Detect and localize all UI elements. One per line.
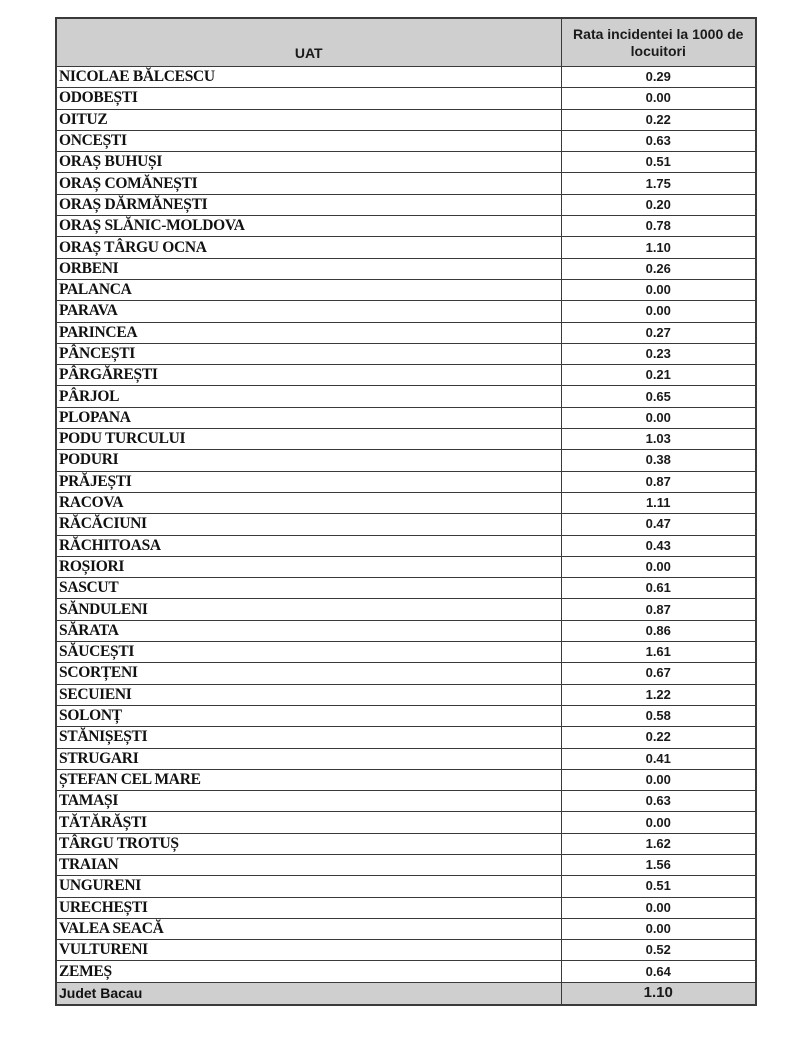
incidence-rate-cell: 1.11: [561, 492, 756, 513]
total-label-cell: Judet Bacau: [56, 982, 561, 1005]
incidence-rate-cell: 1.22: [561, 684, 756, 705]
table-row: [56, 109, 756, 130]
table-row: [56, 620, 756, 641]
incidence-rate-cell: 0.23: [561, 343, 756, 364]
incidence-table-container: [55, 17, 755, 1006]
incidence-rate-cell: 0.51: [561, 152, 756, 173]
table-row: [56, 727, 756, 748]
table-row: [56, 258, 756, 279]
uat-name-cell: TĂTĂRĂȘTI: [56, 812, 561, 833]
table-row: [56, 769, 756, 790]
uat-name-cell: PODU TURCULUI: [56, 429, 561, 450]
incidence-rate-cell: 0.00: [561, 769, 756, 790]
table-row: [56, 173, 756, 194]
incidence-rate-cell: 0.65: [561, 386, 756, 407]
table-row: [56, 301, 756, 322]
incidence-rate-cell: 0.26: [561, 258, 756, 279]
table-row: [56, 599, 756, 620]
table-row: [56, 279, 756, 300]
uat-name-cell: ORAȘ TÂRGU OCNA: [56, 237, 561, 258]
incidence-rate-cell: 0.52: [561, 940, 756, 961]
uat-name-cell: PLOPANA: [56, 407, 561, 428]
incidence-rate-cell: 0.00: [561, 897, 756, 918]
table-row: [56, 386, 756, 407]
table-row: [56, 940, 756, 961]
uat-name-cell: SĂRATA: [56, 620, 561, 641]
uat-name-cell: TAMAȘI: [56, 791, 561, 812]
uat-name-cell: PÂRJOL: [56, 386, 561, 407]
total-row: [56, 982, 756, 1005]
incidence-rate-cell: 0.61: [561, 578, 756, 599]
table-row: [56, 684, 756, 705]
incidence-rate-cell: 0.21: [561, 365, 756, 386]
uat-name-cell: UNGURENI: [56, 876, 561, 897]
column-header-uat: UAT: [56, 18, 561, 67]
incidence-rate-cell: 0.22: [561, 727, 756, 748]
uat-name-cell: ORAȘ SLĂNIC-MOLDOVA: [56, 216, 561, 237]
incidence-rate-table: [55, 17, 757, 1006]
incidence-rate-cell: 0.29: [561, 67, 756, 88]
table-body: [56, 67, 756, 1005]
incidence-rate-cell: 0.63: [561, 791, 756, 812]
uat-name-cell: ȘTEFAN CEL MARE: [56, 769, 561, 790]
table-row: [56, 578, 756, 599]
incidence-rate-cell: 1.56: [561, 854, 756, 875]
total-rate-cell: 1.10: [561, 982, 756, 1005]
table-row: [56, 556, 756, 577]
table-row: [56, 471, 756, 492]
table-row: [56, 897, 756, 918]
uat-name-cell: ROȘIORI: [56, 556, 561, 577]
table-row: [56, 748, 756, 769]
uat-name-cell: PALANCA: [56, 279, 561, 300]
incidence-rate-cell: 0.20: [561, 194, 756, 215]
table-row: [56, 918, 756, 939]
table-row: [56, 450, 756, 471]
uat-name-cell: VULTURENI: [56, 940, 561, 961]
table-row: [56, 514, 756, 535]
uat-name-cell: PODURI: [56, 450, 561, 471]
incidence-rate-cell: 0.00: [561, 556, 756, 577]
table-row: [56, 67, 756, 88]
uat-name-cell: STRUGARI: [56, 748, 561, 769]
uat-name-cell: SĂUCEȘTI: [56, 642, 561, 663]
incidence-rate-cell: 1.03: [561, 429, 756, 450]
table-row: [56, 194, 756, 215]
table-row: [56, 429, 756, 450]
incidence-rate-cell: 0.27: [561, 322, 756, 343]
uat-name-cell: PARINCEA: [56, 322, 561, 343]
incidence-rate-cell: 0.51: [561, 876, 756, 897]
incidence-rate-cell: 0.22: [561, 109, 756, 130]
table-row: [56, 343, 756, 364]
uat-name-cell: TÂRGU TROTUȘ: [56, 833, 561, 854]
table-row: [56, 854, 756, 875]
uat-name-cell: RACOVA: [56, 492, 561, 513]
header-row: [56, 18, 756, 67]
table-row: [56, 492, 756, 513]
incidence-rate-cell: 0.00: [561, 407, 756, 428]
incidence-rate-cell: 0.67: [561, 663, 756, 684]
incidence-rate-cell: 0.86: [561, 620, 756, 641]
uat-name-cell: PARAVA: [56, 301, 561, 322]
table-row: [56, 833, 756, 854]
table-header: [56, 18, 756, 67]
incidence-rate-cell: 0.00: [561, 279, 756, 300]
uat-name-cell: PÂNCEȘTI: [56, 343, 561, 364]
incidence-rate-cell: 0.87: [561, 599, 756, 620]
uat-name-cell: URECHEȘTI: [56, 897, 561, 918]
table-row: [56, 791, 756, 812]
incidence-rate-cell: 1.62: [561, 833, 756, 854]
incidence-rate-cell: 0.38: [561, 450, 756, 471]
table-row: [56, 130, 756, 151]
uat-name-cell: NICOLAE BĂLCESCU: [56, 67, 561, 88]
uat-name-cell: ORAȘ DĂRMĂNEȘTI: [56, 194, 561, 215]
uat-name-cell: ONCEȘTI: [56, 130, 561, 151]
uat-name-cell: SOLONȚ: [56, 705, 561, 726]
uat-name-cell: ORAȘ BUHUȘI: [56, 152, 561, 173]
table-row: [56, 876, 756, 897]
uat-name-cell: ODOBEȘTI: [56, 88, 561, 109]
table-row: [56, 407, 756, 428]
incidence-rate-cell: 0.00: [561, 88, 756, 109]
uat-name-cell: PÂRGĂREȘTI: [56, 365, 561, 386]
table-row: [56, 365, 756, 386]
incidence-rate-cell: 0.63: [561, 130, 756, 151]
incidence-rate-cell: 0.87: [561, 471, 756, 492]
incidence-rate-cell: 0.58: [561, 705, 756, 726]
incidence-rate-cell: 1.10: [561, 237, 756, 258]
table-row: [56, 705, 756, 726]
incidence-rate-cell: 0.41: [561, 748, 756, 769]
uat-name-cell: TRAIAN: [56, 854, 561, 875]
incidence-rate-cell: 1.61: [561, 642, 756, 663]
uat-name-cell: ORBENI: [56, 258, 561, 279]
table-row: [56, 216, 756, 237]
table-row: [56, 237, 756, 258]
uat-name-cell: ORAȘ COMĂNEȘTI: [56, 173, 561, 194]
incidence-rate-cell: 1.75: [561, 173, 756, 194]
incidence-rate-cell: 0.00: [561, 301, 756, 322]
table-row: [56, 535, 756, 556]
incidence-rate-cell: 0.64: [561, 961, 756, 982]
uat-name-cell: RĂCĂCIUNI: [56, 514, 561, 535]
table-row: [56, 663, 756, 684]
column-header-rate: Rata incidentei la 1000 de locuitori: [561, 18, 756, 67]
uat-name-cell: SECUIENI: [56, 684, 561, 705]
table-row: [56, 152, 756, 173]
uat-name-cell: SASCUT: [56, 578, 561, 599]
uat-name-cell: VALEA SEACĂ: [56, 918, 561, 939]
incidence-rate-cell: 0.43: [561, 535, 756, 556]
uat-name-cell: SCORȚENI: [56, 663, 561, 684]
uat-name-cell: OITUZ: [56, 109, 561, 130]
incidence-rate-cell: 0.47: [561, 514, 756, 535]
uat-name-cell: PRĂJEȘTI: [56, 471, 561, 492]
table-row: [56, 88, 756, 109]
incidence-rate-cell: 0.00: [561, 812, 756, 833]
table-row: [56, 961, 756, 982]
table-row: [56, 812, 756, 833]
table-row: [56, 322, 756, 343]
incidence-rate-cell: 0.78: [561, 216, 756, 237]
uat-name-cell: RĂCHITOASA: [56, 535, 561, 556]
table-row: [56, 642, 756, 663]
uat-name-cell: ZEMEȘ: [56, 961, 561, 982]
uat-name-cell: SĂNDULENI: [56, 599, 561, 620]
incidence-rate-cell: 0.00: [561, 918, 756, 939]
uat-name-cell: STĂNIȘEȘTI: [56, 727, 561, 748]
